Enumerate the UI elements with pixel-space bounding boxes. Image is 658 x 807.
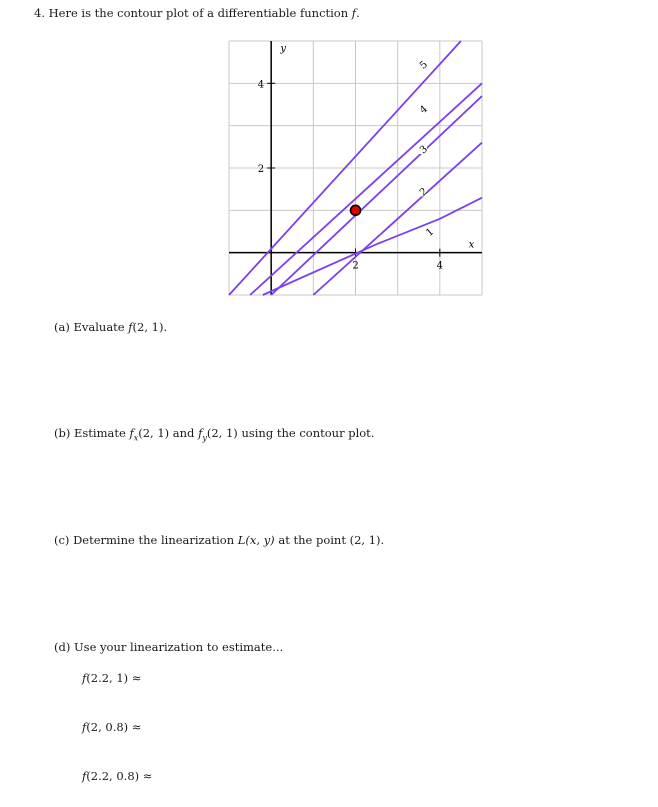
part-b-fy: f xyxy=(198,426,203,440)
x-tick-label: 2 xyxy=(352,260,359,272)
part-c-prefix: (c) Determine the linearization xyxy=(54,533,235,547)
contour-level-label: 3 xyxy=(417,143,430,157)
estimate-1 xyxy=(82,671,141,685)
y-axis-label: y xyxy=(280,43,286,55)
part-d-prefix: (d) Use your linearization to estimate... xyxy=(54,640,284,654)
contour-level-label: 5 xyxy=(417,59,430,72)
contour-level-label: 4 xyxy=(417,103,430,117)
part-a-args: (2, 1). xyxy=(132,320,168,334)
estimate-2-args: (2, 0.8) ≈ xyxy=(86,720,142,734)
function-symbol: f xyxy=(351,6,357,20)
problem-intro: Here is the contour plot of a differentiable function xyxy=(48,6,349,20)
intro-period: . xyxy=(356,6,360,20)
estimate-1-args: (2.2, 1) ≈ xyxy=(86,671,142,685)
estimate-2 xyxy=(82,720,141,734)
problem-statement xyxy=(34,6,360,20)
x-axis-label: x xyxy=(468,239,475,251)
part-d xyxy=(54,640,283,654)
part-a xyxy=(54,320,167,334)
contour-line-4 xyxy=(250,83,482,295)
estimate-2-fn: f xyxy=(82,720,87,734)
part-c xyxy=(54,533,384,547)
part-b-prefix: (b) Estimate xyxy=(54,426,126,440)
part-c-L-args: (x, y) xyxy=(245,533,275,547)
contour-level-label: 2 xyxy=(417,186,430,199)
part-b xyxy=(54,426,374,442)
problem-number: 4. xyxy=(34,6,45,20)
estimate-3 xyxy=(82,769,152,783)
part-b-fx: f xyxy=(129,426,134,440)
contour-level-label: 1 xyxy=(424,226,437,239)
estimate-3-fn: f xyxy=(82,769,87,783)
x-tick-label: 4 xyxy=(436,260,444,272)
y-tick-label: 2 xyxy=(257,164,265,175)
part-b-fy-sub: y xyxy=(202,433,207,443)
part-a-prefix: (a) Evaluate xyxy=(54,320,125,334)
estimate-1-fn: f xyxy=(82,671,87,685)
contour-line-1 xyxy=(263,198,482,295)
part-c-L: L xyxy=(237,533,246,547)
part-a-fn: f xyxy=(128,320,133,334)
y-tick-label: 4 xyxy=(257,79,265,91)
contour-plot xyxy=(228,40,483,296)
point-marker xyxy=(351,205,361,215)
estimate-3-args: (2.2, 0.8) ≈ xyxy=(86,769,153,783)
part-b-fx-sub: x xyxy=(133,433,139,443)
part-b-fy-args: (2, 1) using the contour plot. xyxy=(206,426,375,440)
part-c-suffix: at the point (2, 1). xyxy=(278,533,385,547)
part-b-fx-args: (2, 1) and xyxy=(138,426,195,440)
